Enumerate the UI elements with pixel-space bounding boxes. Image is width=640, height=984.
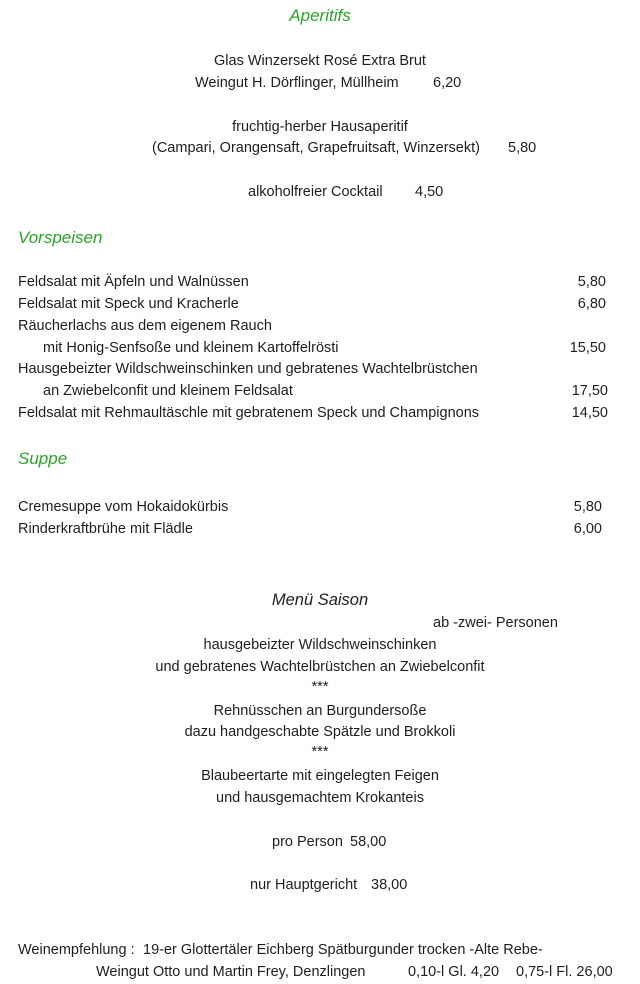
suppe-heading: Suppe [18, 449, 68, 468]
vorspeise-item-detail: an Zwiebelconfit und kleinem Feldsalat [43, 383, 293, 399]
aperitif-haus-name: fruchtig-herber Hausaperitif [232, 119, 408, 135]
aperitif-haus-price: 5,80 [508, 140, 537, 156]
menu-course-line: und gebratenes Wachtelbrüstchen an Zwiebelconfit [155, 659, 485, 675]
aperitif-sekt-price: 6,20 [433, 75, 462, 91]
aperitif-sekt-winery: Weingut H. Dörflinger, Müllheim [195, 75, 399, 91]
menu-title: Menü Saison [271, 591, 369, 609]
wine-description: 19-er Glottertäler Eichberg Spätburgunder trocken -Alte Rebe- [143, 942, 543, 958]
menu-main-only-label: nur Hauptgericht [250, 877, 358, 893]
vorspeise-price: 5,80 [577, 274, 606, 290]
wine-label: Weinempfehlung : [18, 942, 135, 958]
vorspeise-item: Feldsalat mit Rehmaultäschle mit gebratenem Speck und Champignons [18, 405, 480, 421]
menu-course-line: hausgebeizter Wildschweinschinken [203, 637, 437, 653]
menu-course-line: dazu handgeschabte Spätzle und Brokkoli [184, 724, 456, 740]
suppe-item: Cremesuppe vom Hokaidokürbis [18, 499, 229, 515]
menu-separator: *** [311, 744, 329, 760]
menu-main-only-price: 38,00 [371, 877, 408, 893]
vorspeise-price: 17,50 [571, 383, 608, 399]
wine-bottle-price: 0,75-l Fl. 26,00 [516, 964, 613, 980]
suppe-item: Rinderkraftbrühe mit Flädle [18, 521, 193, 537]
wine-winery: Weingut Otto und Martin Frey, Denzlingen [96, 964, 366, 980]
menu-separator: *** [311, 679, 329, 695]
suppe-price: 6,00 [573, 521, 602, 537]
menu-course-line: und hausgemachtem Krokanteis [216, 790, 424, 806]
aperitif-sekt-name: Glas Winzersekt Rosé Extra Brut [214, 53, 426, 69]
menu-price-label: pro Person [272, 834, 343, 850]
aperitif-haus-ingredients: (Campari, Orangensaft, Grapefruitsaft, Winzersekt) [152, 140, 480, 156]
vorspeise-item: Feldsalat mit Speck und Kracherle [18, 296, 239, 312]
vorspeise-item-detail: mit Honig-Senfsoße und kleinem Kartoffelrösti [43, 340, 339, 356]
vorspeise-price: 14,50 [571, 405, 608, 421]
vorspeise-price: 15,50 [569, 340, 606, 356]
vorspeisen-heading: Vorspeisen [18, 228, 103, 247]
vorspeise-price: 6,80 [577, 296, 606, 312]
vorspeise-item: Feldsalat mit Äpfeln und Walnüssen [18, 274, 249, 290]
suppe-price: 5,80 [573, 499, 602, 515]
vorspeise-item: Räucherlachs aus dem eigenem Rauch [18, 318, 272, 334]
aperitif-cocktail-price: 4,50 [415, 184, 444, 200]
menu-course-line: Rehnüsschen an Burgundersoße [213, 703, 427, 719]
menu-course-line: Blaubeertarte mit eingelegten Feigen [201, 768, 439, 784]
menu-persons: ab -zwei- Personen [433, 615, 558, 631]
wine-glass-price: 0,10-l Gl. 4,20 [408, 964, 500, 980]
menu-price: 58,00 [350, 834, 387, 850]
aperitifs-heading: Aperitifs [289, 6, 351, 25]
aperitif-cocktail-name: alkoholfreier Cocktail [248, 184, 383, 200]
vorspeise-item: Hausgebeizter Wildschweinschinken und gebratenes Wachtelbrüstchen [18, 361, 478, 377]
